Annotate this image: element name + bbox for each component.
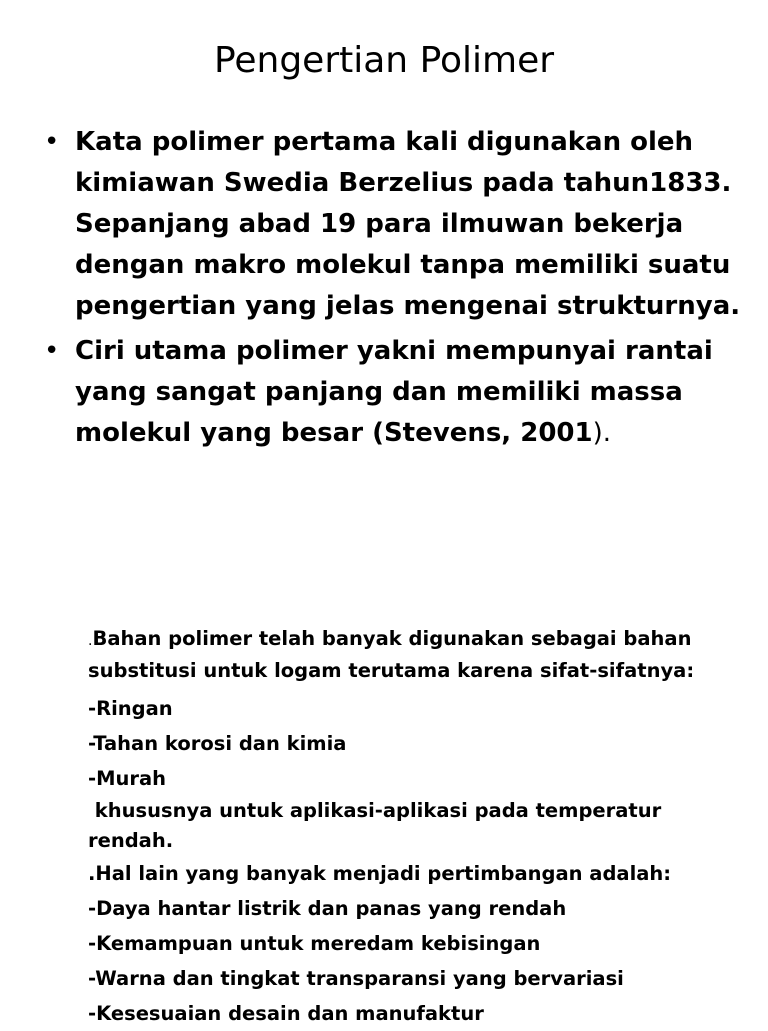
bullet-text-line: kimiawan Swedia Berzelius pada tahun1833. (75, 168, 732, 198)
bullet-dot-icon: • (44, 127, 60, 157)
note-line: -Murah (88, 767, 167, 790)
bullet-text-line: Sepanjang abad 19 para ilmuwan bekerja (75, 209, 684, 239)
bullet-item (42, 122, 741, 327)
note-line: -Tahan korosi dan kimia (88, 732, 347, 755)
note-lead-dot: . (88, 633, 93, 649)
bullet-text-line: dengan makro molekul tanpa memiliki suatu (75, 250, 731, 280)
bullet-dot-icon: • (44, 336, 60, 366)
note-line: -Daya hantar listrik dan panas yang rendah (88, 897, 567, 920)
note-line: rendah. (88, 829, 174, 852)
note-line: .Hal lain yang banyak menjadi pertimbangan adalah: (88, 862, 672, 885)
bullet-text-line: Kata polimer pertama kali digunakan oleh (75, 127, 694, 157)
bullet-list (42, 122, 741, 458)
note-line: -Warna dan tingkat transparansi yang bervariasi (88, 967, 624, 990)
note-line: -Kesesuaian desain dan manufaktur (88, 1002, 484, 1025)
note-line-text: Bahan polimer telah banyak digunakan sebagai bahan (92, 627, 692, 650)
note-line: -Ringan (88, 697, 173, 720)
note-line (88, 624, 728, 656)
properties-note (88, 624, 728, 1031)
citation-closing: ). (592, 418, 612, 448)
note-line: khususnya untuk aplikasi-aplikasi pada temperatur (88, 799, 662, 822)
bullet-text-line: yang sangat panjang dan memiliki massa (75, 377, 683, 407)
citation-text: molekul yang besar (Stevens, 2001 (75, 418, 593, 448)
note-line: substitusi untuk logam terutama karena sifat-sifatnya: (88, 659, 695, 682)
bullet-item (42, 331, 732, 454)
slide-title: Pengertian Polimer (213, 40, 555, 81)
bullet-text-line: pengertian yang jelas mengenai strukturnya. (75, 291, 741, 321)
note-line: -Kemampuan untuk meredam kebisingan (88, 932, 541, 955)
bullet-text-line-last (75, 413, 732, 454)
bullet-text-line: Ciri utama polimer yakni mempunyai rantai (75, 336, 713, 366)
